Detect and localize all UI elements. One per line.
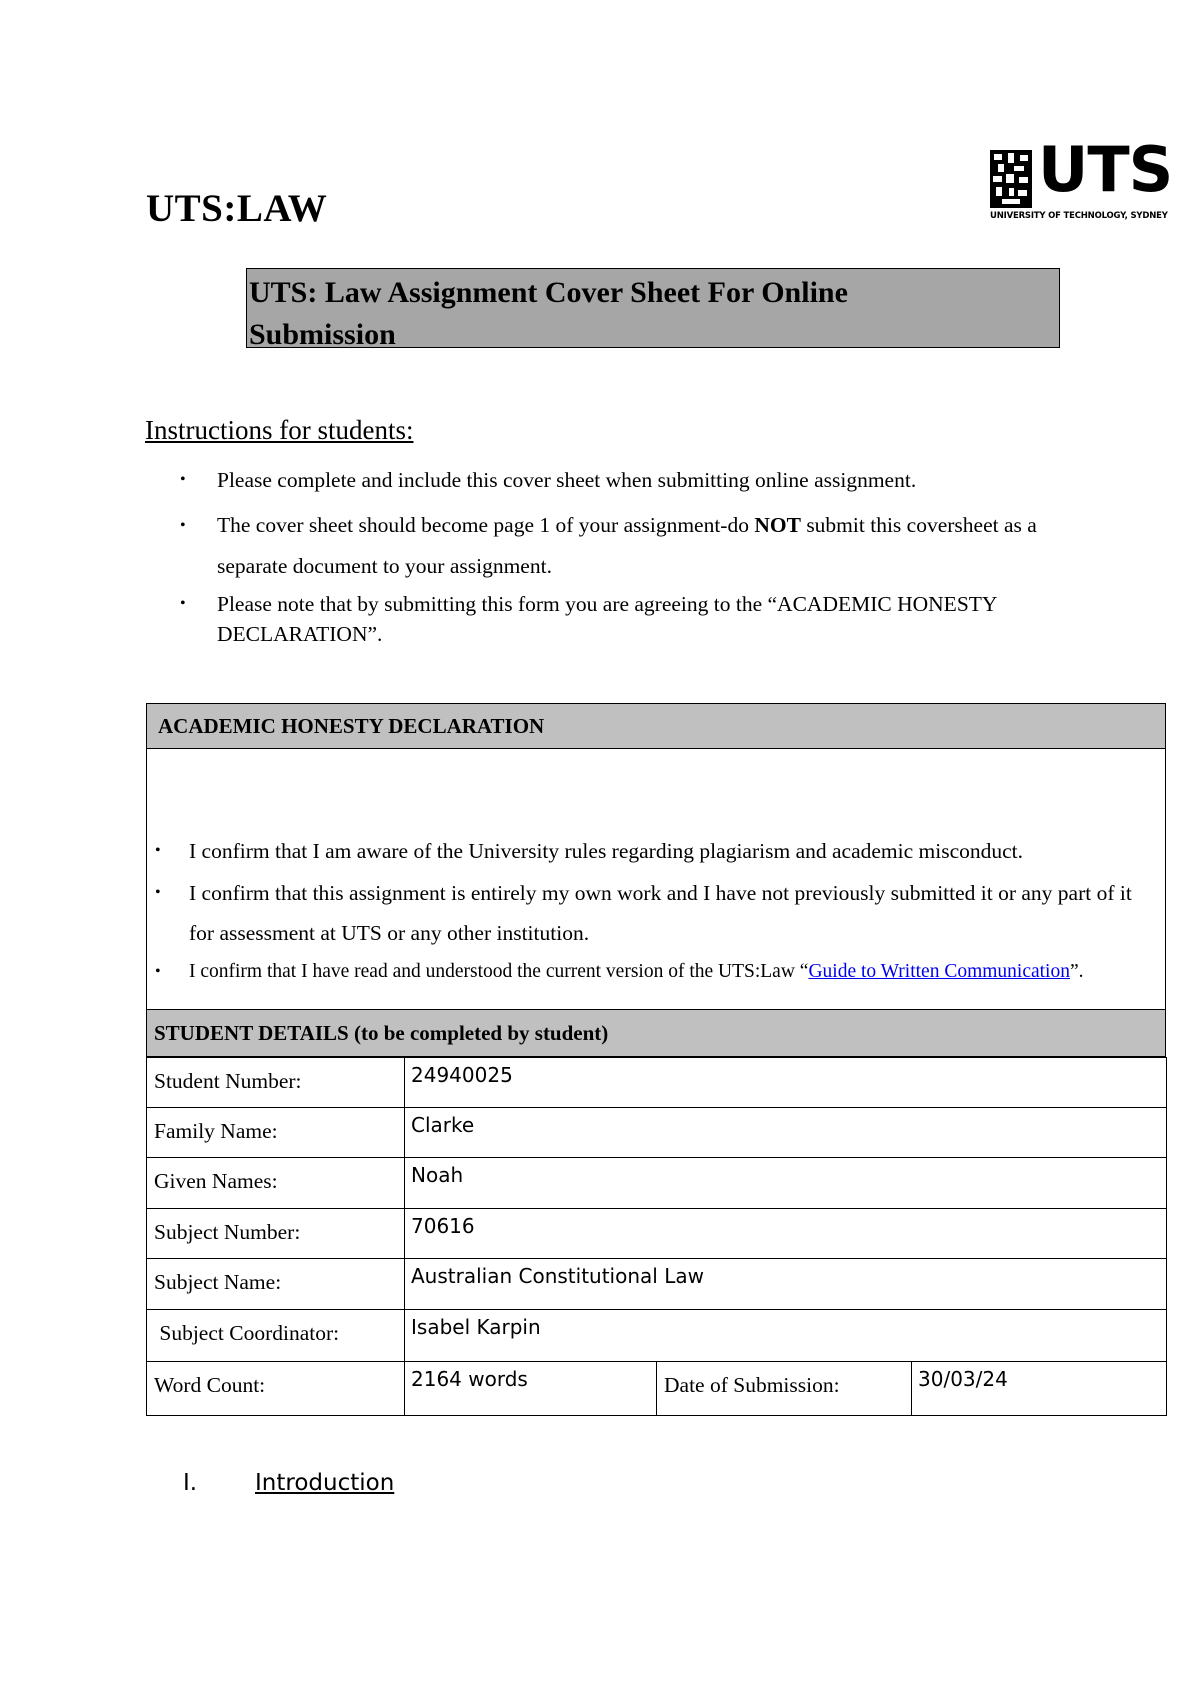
list-item xyxy=(180,505,1040,587)
instruction-text: submit this coversheet as a separate document to your assignment. xyxy=(217,513,1037,578)
given-names-label: Given Names: xyxy=(147,1158,405,1209)
subject-coordinator-label: Subject Coordinator: xyxy=(147,1310,405,1362)
declaration-text: I confirm that I have read and understood the current version of the UTS:Law “ xyxy=(189,961,809,982)
logo-subtext: UNIVERSITY OF TECHNOLOGY, SYDNEY xyxy=(990,211,1168,221)
word-count-field[interactable]: 2164 words xyxy=(405,1362,657,1416)
cover-sheet-title xyxy=(246,268,1060,351)
subject-name-field[interactable]: Australian Constitutional Law xyxy=(405,1259,1167,1310)
list-item xyxy=(180,465,1040,495)
date-of-submission-label: Date of Submission: xyxy=(657,1362,912,1416)
logo-wordmark: UTS xyxy=(1038,133,1173,206)
list-item xyxy=(155,873,1155,953)
instruction-text: Please complete and include this cover sheet when submitting online assignment. xyxy=(217,468,917,492)
declaration-text: I confirm that I am aware of the University rules regarding plagiarism and academic misconduct. xyxy=(189,839,1024,863)
subject-number-label: Subject Number: xyxy=(147,1209,405,1259)
date-of-submission-field[interactable]: 30/03/24 xyxy=(912,1362,1167,1416)
cover-form xyxy=(146,703,1166,1416)
instructions-heading: Instructions for students: xyxy=(145,415,414,445)
cover-title-line2: Submission xyxy=(249,318,396,351)
uts-emblem-icon xyxy=(990,150,1032,208)
bullet-icon: • xyxy=(155,884,161,901)
declaration-text: ”. xyxy=(1069,961,1084,982)
table-row xyxy=(147,1362,1167,1416)
table-row xyxy=(147,1158,1167,1209)
table-row xyxy=(147,1209,1167,1259)
student-number-field[interactable]: 24940025 xyxy=(405,1058,1167,1108)
instructions-list xyxy=(180,465,1040,649)
list-item xyxy=(155,836,1155,866)
declaration-list xyxy=(155,836,1155,985)
family-name-field[interactable]: Clarke xyxy=(405,1108,1167,1158)
bullet-icon: • xyxy=(180,595,186,612)
subject-coordinator-field[interactable]: Isabel Karpin xyxy=(405,1310,1167,1362)
table-row xyxy=(147,1259,1167,1310)
word-count-label: Word Count: xyxy=(147,1362,405,1416)
bullet-icon: • xyxy=(155,963,161,980)
declaration-heading: ACADEMIC HONESTY DECLARATION xyxy=(146,703,1166,749)
list-item xyxy=(155,959,1155,985)
family-name-label: Family Name: xyxy=(147,1108,405,1158)
student-details-heading: STUDENT DETAILS (to be completed by student) xyxy=(146,1009,1166,1057)
subject-name-label: Subject Name: xyxy=(147,1259,405,1310)
declaration-text: I confirm that this assignment is entirely my own work and I have not previously submitted it or any part of it for assessment at UTS or any other institution. xyxy=(189,881,1132,945)
section-title: Introduction xyxy=(255,1470,395,1496)
instruction-emphasis: NOT xyxy=(754,513,801,537)
uts-logo xyxy=(990,133,1173,222)
table-row xyxy=(147,1310,1167,1362)
bullet-icon: • xyxy=(180,517,186,534)
given-names-field[interactable]: Noah xyxy=(405,1158,1167,1209)
table-row xyxy=(147,1108,1167,1158)
faculty-title: UTS:LAW xyxy=(146,187,328,230)
cover-title-line1: UTS: Law Assignment Cover Sheet For Online xyxy=(249,276,848,309)
list-item xyxy=(180,589,1040,649)
student-details-table xyxy=(146,1057,1167,1416)
declaration-body xyxy=(146,749,1166,1009)
bullet-icon: • xyxy=(180,471,186,488)
bullet-icon: • xyxy=(155,842,161,859)
instruction-text: Please note that by submitting this form you are agreeing to the “ACADEMIC HONESTY DECLARATION”. xyxy=(217,592,997,646)
section-number: I. xyxy=(183,1470,198,1496)
student-number-label: Student Number: xyxy=(147,1058,405,1108)
subject-number-field[interactable]: 70616 xyxy=(405,1209,1167,1259)
guide-to-written-communication-link[interactable]: Guide to Written Communication xyxy=(808,961,1070,982)
table-row xyxy=(147,1058,1167,1108)
instruction-text: The cover sheet should become page 1 of your assignment-do xyxy=(217,513,755,537)
